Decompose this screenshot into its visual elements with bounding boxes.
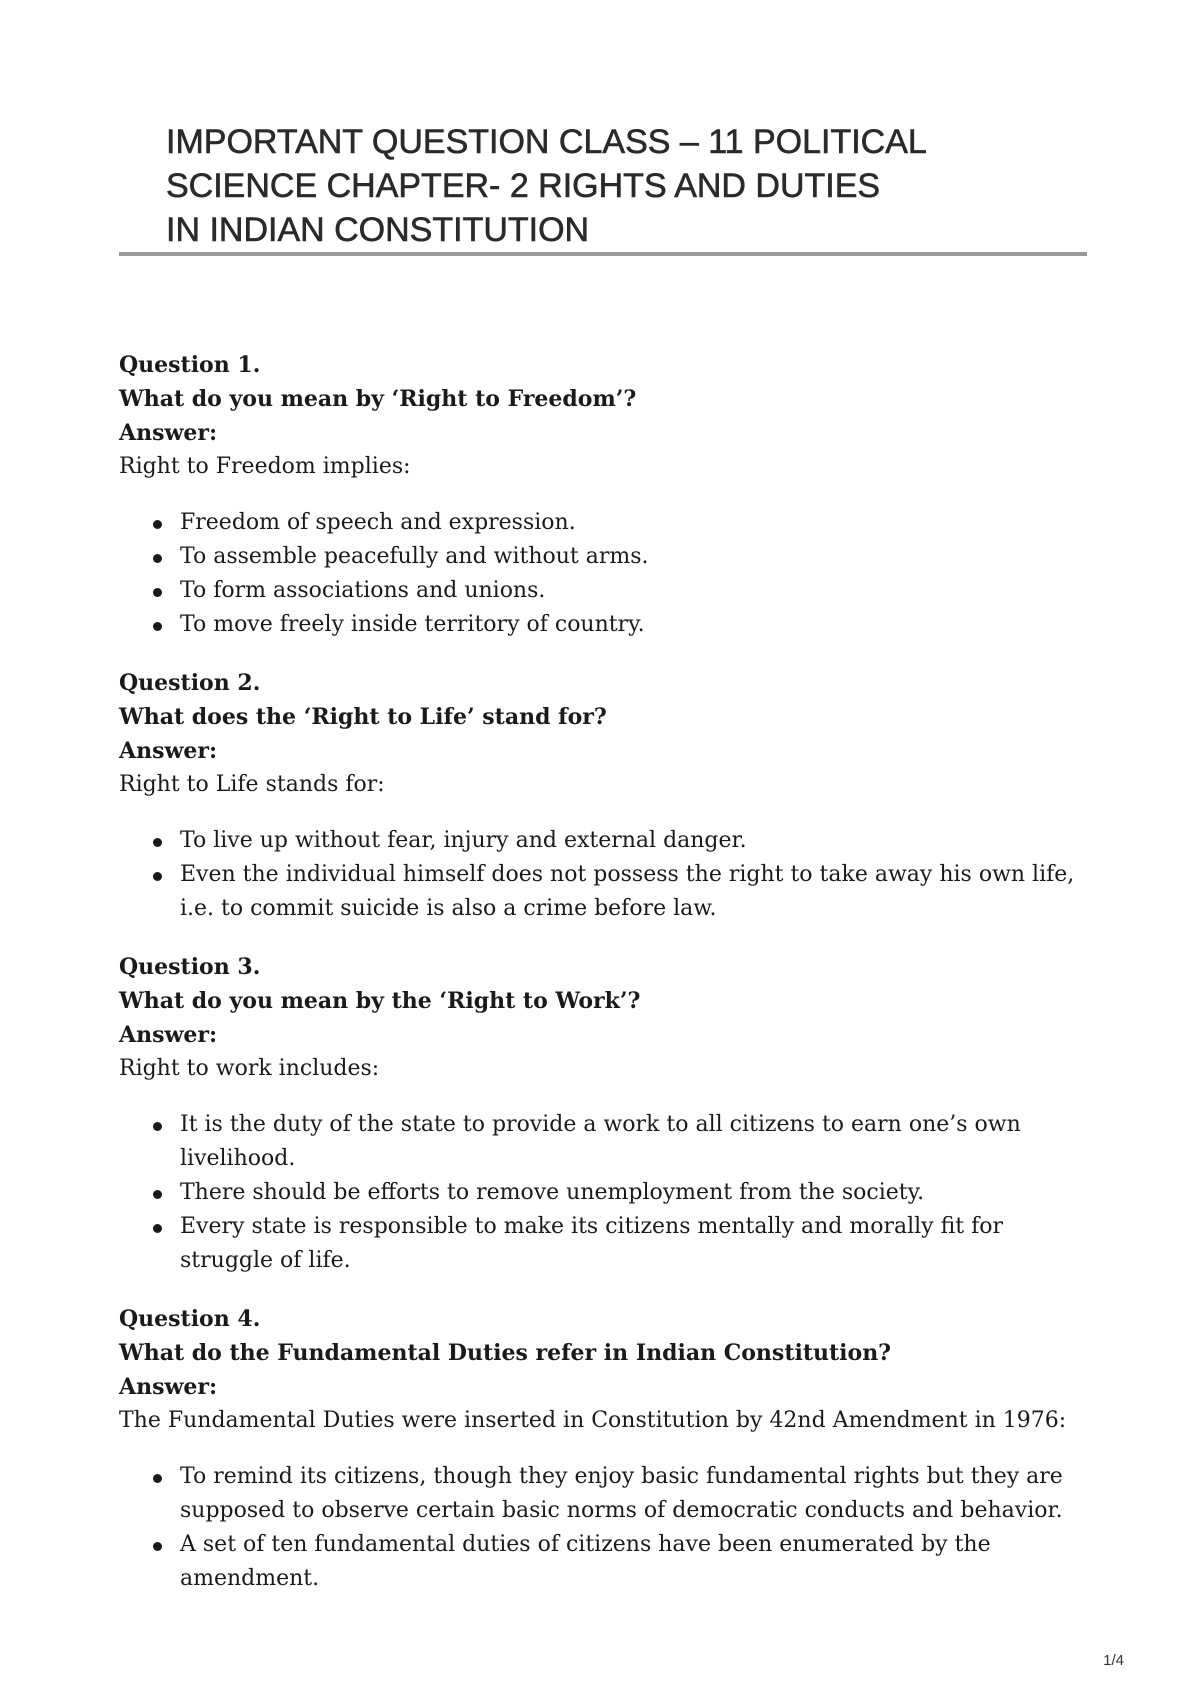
document-body <box>119 348 1094 1596</box>
answer-intro: Right to work includes: <box>119 1056 380 1081</box>
bullet-icon <box>153 838 162 847</box>
answer-label: Answer: <box>119 1022 218 1048</box>
answer-bullet-list <box>119 1108 1094 1278</box>
question-text: What do you mean by ‘Right to Freedom’? <box>119 386 637 412</box>
title-line-3: IN INDIAN CONSTITUTION <box>166 211 590 249</box>
question-text: What do you mean by the ‘Right to Work’? <box>119 988 641 1014</box>
answer-label: Answer: <box>119 738 218 764</box>
list-item <box>180 824 1094 858</box>
question-label: Question 2. <box>119 670 261 696</box>
answer-label: Answer: <box>119 1374 218 1400</box>
page-number: 1/4 <box>1103 1652 1124 1669</box>
question-label: Question 1. <box>119 352 261 378</box>
bullet-icon <box>153 1542 162 1551</box>
bullet-icon <box>153 1122 162 1131</box>
question-text: What do the Fundamental Duties refer in Indian Constitution? <box>119 1340 892 1366</box>
question-block-4 <box>119 1302 1094 1596</box>
question-block-3 <box>119 950 1094 1278</box>
answer-intro: Right to Life stands for: <box>119 772 385 797</box>
answer-intro: The Fundamental Duties were inserted in Constitution by 42nd Amendment in 1976: <box>119 1408 1067 1433</box>
question-block-2 <box>119 666 1094 926</box>
answer-bullet-list <box>119 1460 1094 1596</box>
list-item-text: To remind its citizens, though they enjoy basic fundamental rights but they are supposed to observe certain basic norms of democratic conducts and behavior. <box>180 1464 1063 1523</box>
list-item-text: To form associations and unions. <box>180 578 546 603</box>
answer-bullet-list <box>119 506 1094 642</box>
question-label: Question 4. <box>119 1306 261 1332</box>
list-item-text: A set of ten fundamental duties of citizens have been enumerated by the amendment. <box>180 1532 991 1591</box>
question-label: Question 3. <box>119 954 261 980</box>
bullet-icon <box>153 588 162 597</box>
bullet-icon <box>153 520 162 529</box>
bullet-icon <box>153 622 162 631</box>
list-item <box>180 608 1094 642</box>
question-text: What does the ‘Right to Life’ stand for? <box>119 704 607 730</box>
list-item-text: To assemble peacefully and without arms. <box>180 544 649 569</box>
bullet-icon <box>153 872 162 881</box>
bullet-icon <box>153 1474 162 1483</box>
list-item <box>180 1460 1094 1528</box>
list-item-text: To live up without fear, injury and external danger. <box>180 828 747 853</box>
list-item <box>180 574 1094 608</box>
answer-label: Answer: <box>119 420 218 446</box>
list-item-text: It is the duty of the state to provide a work to all citizens to earn one’s own livelihood. <box>180 1112 1021 1171</box>
bullet-icon <box>153 554 162 563</box>
list-item <box>180 1108 1094 1176</box>
title-line-1: IMPORTANT QUESTION CLASS – 11 POLITICAL <box>166 123 927 161</box>
list-item <box>180 540 1094 574</box>
title-line-2: SCIENCE CHAPTER- 2 RIGHTS AND DUTIES <box>166 167 881 205</box>
bullet-icon <box>153 1190 162 1199</box>
bullet-icon <box>153 1224 162 1233</box>
page-title <box>166 120 1066 252</box>
list-item-text: There should be efforts to remove unemployment from the society. <box>180 1180 925 1205</box>
answer-bullet-list <box>119 824 1094 926</box>
answer-intro: Right to Freedom implies: <box>119 454 411 479</box>
list-item-text: Even the individual himself does not possess the right to take away his own life, i.e. to commit suicide is also a crime before law. <box>180 862 1075 921</box>
list-item-text: To move freely inside territory of country. <box>180 612 645 637</box>
list-item-text: Every state is responsible to make its citizens mentally and morally fit for struggle of life. <box>180 1214 1004 1273</box>
list-item <box>180 506 1094 540</box>
title-divider <box>119 252 1087 256</box>
list-item <box>180 1176 1094 1210</box>
question-block-1 <box>119 348 1094 642</box>
list-item <box>180 858 1094 926</box>
list-item <box>180 1210 1094 1278</box>
list-item-text: Freedom of speech and expression. <box>180 510 576 535</box>
list-item <box>180 1528 1094 1596</box>
